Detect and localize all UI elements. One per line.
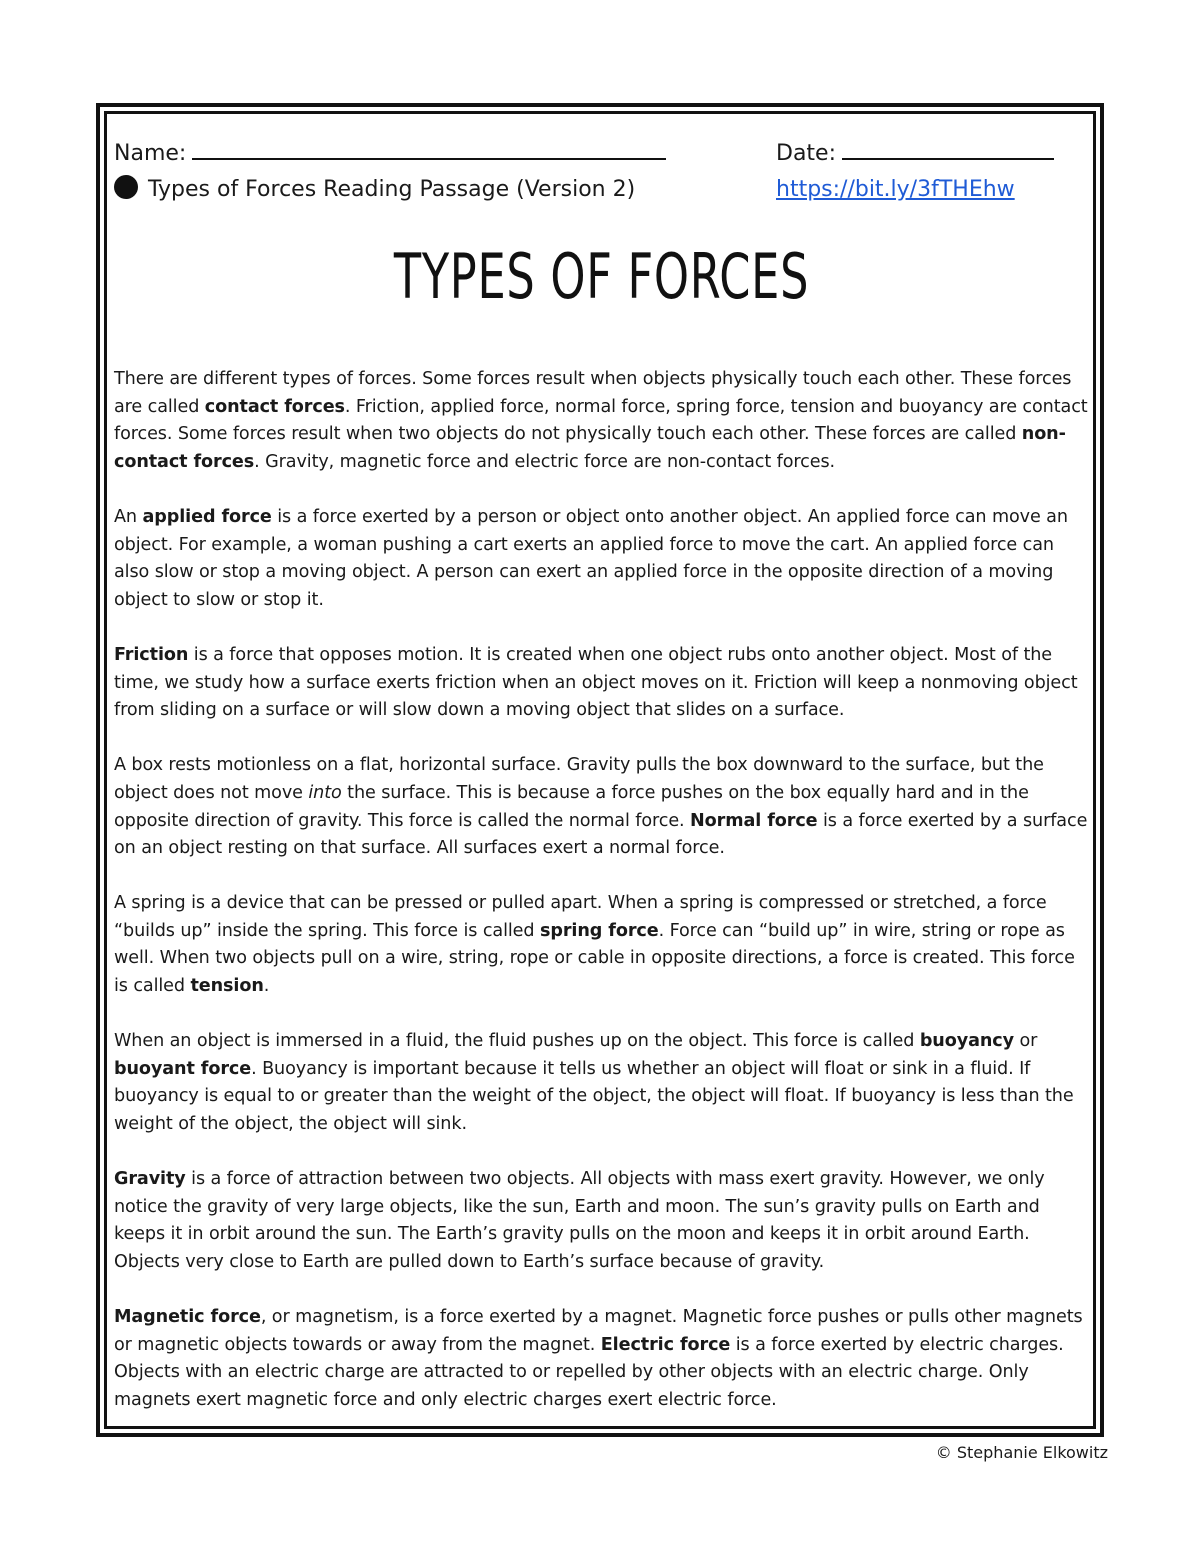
reading-passage — [114, 366, 1089, 1415]
paragraph-normal-force: A box rests motionless on a flat, horizontal surface. Gravity pulls the box downward to the surface, but the object does not move into the surface. This is because a force pushes on the box equally hard and in the opposite direction of gravity. This force is called the normal force. Normal force is a force exerted by a surface on an object resting on that surface. All surfaces exert a normal force. — [114, 755, 1088, 859]
passage-subtitle: Types of Forces Reading Passage (Version 2) — [148, 177, 636, 202]
name-label: Name: — [114, 141, 187, 166]
copyright-notice: © Stephanie Elkowitz — [935, 1443, 1108, 1462]
paragraph-contact-forces: There are different types of forces. Some forces result when objects physically touch each other. These forces are called contact forces. Friction, applied force, normal force, spring force, tension and buoyancy are contact forces. Some forces result when two objects do not physically touch each other. These forces are called non-contact forces. Gravity, magnetic force and electric force are non-contact forces. — [114, 369, 1088, 472]
name-field[interactable] — [192, 138, 666, 160]
bullet-circle-icon — [114, 175, 138, 199]
paragraph-gravity: Gravity is a force of attraction between two objects. All objects with mass exert gravity. However, we only notice the gravity of very large objects, like the sun, Earth and moon. The sun’s gravity pulls on Earth and keeps it in orbit around the sun. The Earth’s gravity pulls on the moon and keeps it in orbit around Earth. Objects very close to Earth are pulled down to Earth’s surface because of gravity. — [114, 1169, 1045, 1272]
page-title: TYPES OF FORCES — [393, 240, 810, 313]
paragraph-applied-force: An applied force is a force exerted by a person or object onto another object. An applied force can move an object. For example, a woman pushing a cart exerts an applied force to move the cart. An applied force can also slow or stop a moving object. A person can exert an applied force in the opposite direction of a moving object to slow or stop it. — [114, 506, 1068, 610]
resource-link[interactable]: https://bit.ly/3fTHEhw — [776, 177, 1015, 202]
paragraph-buoyancy: When an object is immersed in a fluid, the fluid pushes up on the object. This force is called buoyancy or buoyant force. Buoyancy is important because it tells us whether an object will float or sink in a fluid. If buoyancy is equal to or greater than the weight of the object, the object will float. If buoyancy is less than the weight of the object, the object will sink. — [114, 1031, 1074, 1135]
paragraph-spring-tension: A spring is a device that can be pressed or pulled apart. When a spring is compressed or stretched, a force “builds up” inside the spring. This force is called spring force. Force can “build up” in wire, string or rope as well. When two objects pull on a wire, string, rope or cable in opposite directions, a force is created. This force is called tension. — [114, 893, 1075, 997]
date-label: Date: — [776, 141, 836, 166]
paragraph-magnetic-electric: Magnetic force, or magnetism, is a force exerted by a magnet. Magnetic force pushes or pulls other magnets or magnetic objects towards or away from the magnet. Electric force is a force exerted by electric charges. Objects with an electric charge are attracted to or repelled by other objects with an electric charge. Only magnets exert magnetic force and only electric charges exert electric force. — [114, 1307, 1083, 1410]
paragraph-friction: Friction is a force that opposes motion. It is created when one object rubs onto another object. Most of the time, we study how a surface exerts friction when an object moves on it. Friction will keep a nonmoving object from sliding on a surface or will slow down a moving object that slides on a surface. — [114, 644, 1078, 721]
worksheet-content — [114, 138, 1089, 1442]
header-row-2 — [114, 172, 1089, 206]
date-field[interactable] — [842, 138, 1054, 160]
header-row-1 — [114, 138, 1089, 172]
